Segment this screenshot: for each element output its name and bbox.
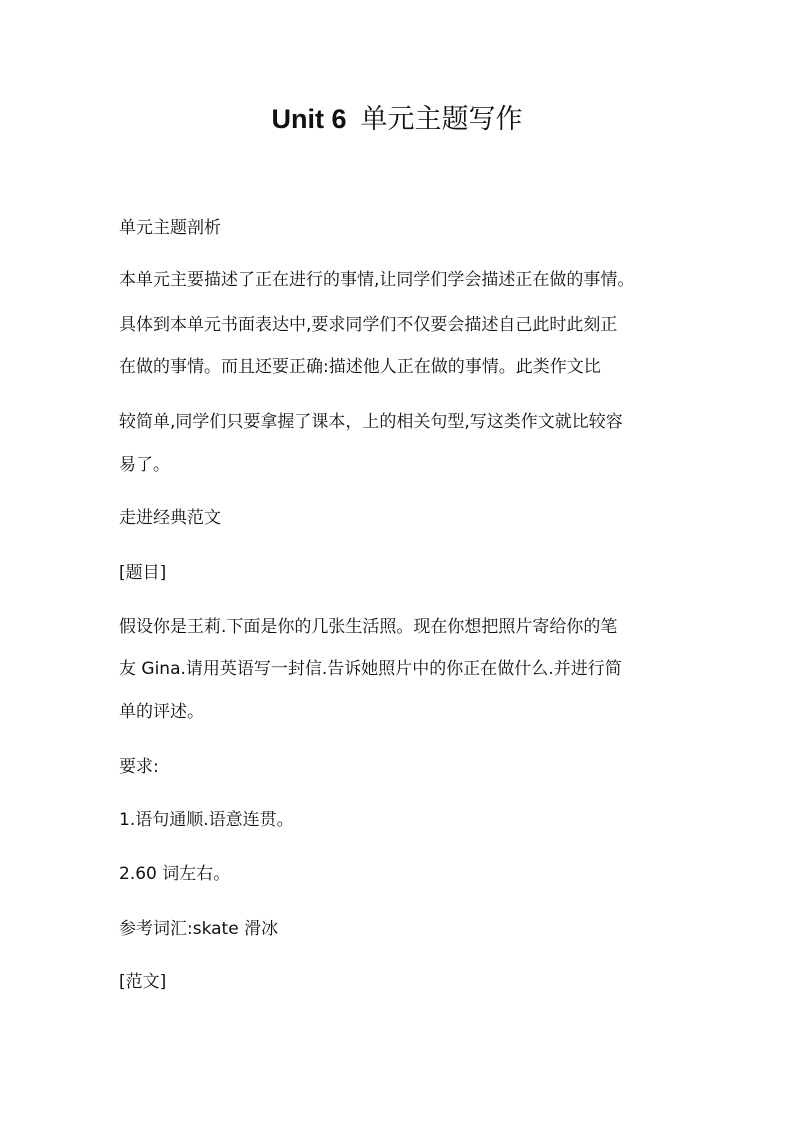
- paragraph-line: 在做的事情。而且还要正确:描述他人正在做的事情。此类作文比: [119, 357, 601, 377]
- title-text: 单元主题写作: [360, 104, 523, 135]
- paragraph-line: 友 Gina.请用英语写一封信.告诉她照片中的你正在做什么.并进行简: [119, 659, 622, 679]
- paragraph-line: 假设你是王莉.下面是你的几张生活照。现在你想把照片寄给你的笔: [119, 617, 618, 637]
- label-topic: [题目]: [119, 563, 167, 583]
- paragraph-line: 较简单,同学们只要拿握了课本，上的相关句型,写这类作文就比较容: [119, 412, 623, 432]
- section-heading-analysis: 单元主题剖析: [119, 218, 221, 238]
- requirement-item: 1.语句通顺.语意连贯。: [119, 810, 294, 830]
- requirement-item: 2.60 词左右。: [119, 864, 231, 884]
- label-model-essay: [范文]: [119, 972, 167, 992]
- section-heading-model: 走进经典范文: [119, 508, 221, 528]
- reference-vocabulary: 参考词汇:skate 滑冰: [119, 919, 279, 939]
- paragraph-line: 具体到本单元书面表达中,要求同学们不仅要会描述自己此时此刻正: [119, 315, 618, 335]
- paragraph-line: 易了。: [119, 455, 170, 475]
- paragraph-line: 单的评述。: [119, 702, 204, 722]
- title-unit: Unit 6: [271, 104, 347, 134]
- paragraph-line: 本单元主要描述了正在进行的事情,让同学们学会描述正在做的事情。: [119, 270, 635, 290]
- label-requirements: 要求:: [119, 757, 159, 777]
- page-title: [0, 100, 794, 139]
